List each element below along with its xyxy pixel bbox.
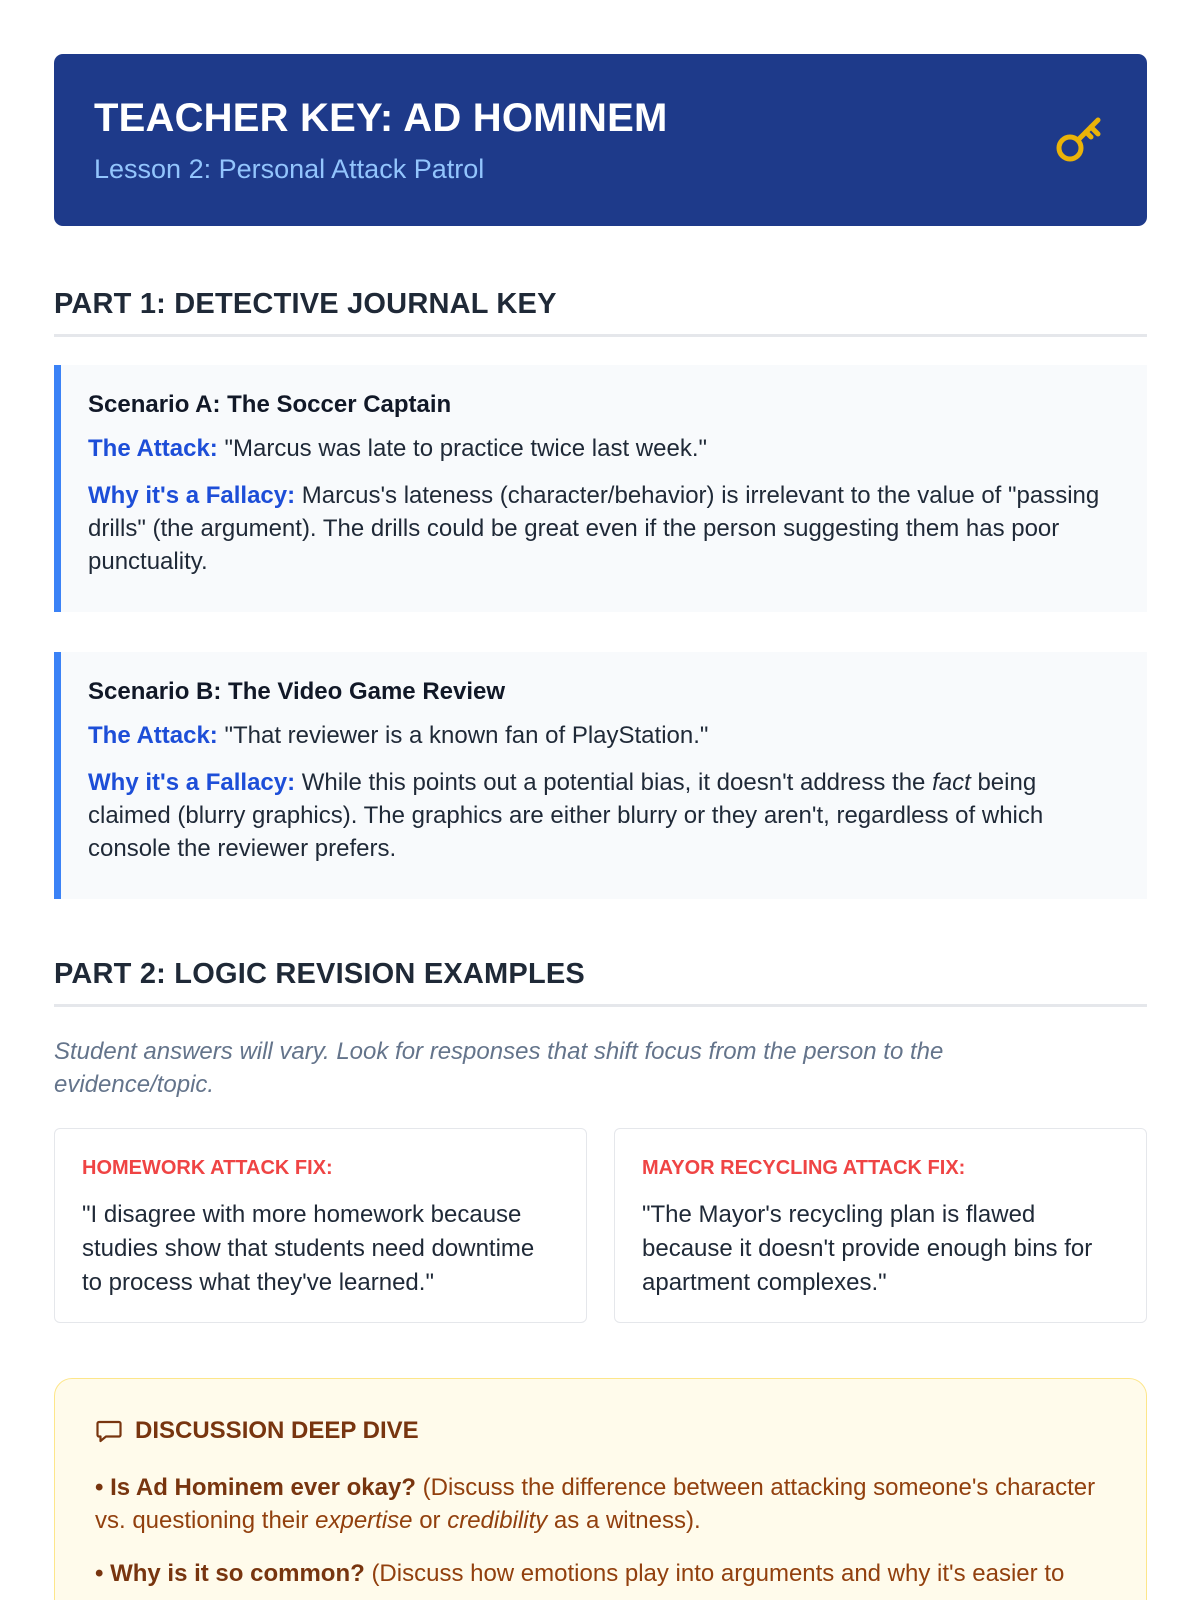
fix-text: "The Mayor's recycling plan is flawed because it doesn't provide enough bins for apartment complexes." bbox=[642, 1201, 1093, 1296]
discussion-header bbox=[95, 1417, 1106, 1445]
attack-line bbox=[88, 432, 1107, 465]
bullet: • bbox=[95, 1560, 104, 1587]
attack-line bbox=[88, 719, 1107, 752]
why-label: Why it's a Fallacy: bbox=[88, 482, 296, 509]
attack-text: "That reviewer is a known fan of PlayStation." bbox=[224, 722, 709, 749]
discussion-text-before: (Discuss the difference between attacking someone's character vs. questioning their bbox=[95, 1474, 1096, 1534]
attack-label: The Attack: bbox=[88, 435, 218, 462]
bullet: • bbox=[95, 1474, 104, 1501]
discussion-title: DISCUSSION DEEP DIVE bbox=[135, 1417, 419, 1444]
why-line bbox=[88, 766, 1107, 865]
part1-divider bbox=[54, 334, 1147, 337]
key-icon bbox=[1053, 112, 1107, 166]
why-label: Why it's a Fallacy: bbox=[88, 769, 296, 796]
discussion-box bbox=[54, 1378, 1147, 1600]
discussion-question: Is Ad Hominem ever okay? bbox=[110, 1474, 416, 1501]
discussion-text-after: as a witness). bbox=[553, 1507, 701, 1534]
why-text: Marcus's lateness (character/behavior) is irrelevant to the value of "passing drills" (the argument). The drills could be great even if the person suggesting them has poor punctuality. bbox=[88, 482, 1100, 575]
scenario-title: Scenario B: The Video Game Review bbox=[88, 678, 506, 705]
discussion-item bbox=[95, 1557, 1106, 1590]
part2-title: PART 2: LOGIC REVISION EXAMPLES bbox=[54, 958, 585, 990]
part2-divider bbox=[54, 1004, 1147, 1007]
page-title: TEACHER KEY: AD HOMINEM bbox=[94, 96, 668, 140]
why-text-emphasis: fact bbox=[932, 769, 971, 796]
page-subtitle: Lesson 2: Personal Attack Patrol bbox=[94, 154, 485, 184]
scenario-card-a bbox=[54, 365, 1147, 612]
scenario-title: Scenario A: The Soccer Captain bbox=[88, 391, 452, 418]
discussion-question: Why is it so common? bbox=[110, 1560, 365, 1587]
fix-title: MAYOR RECYCLING ATTACK FIX: bbox=[642, 1157, 966, 1179]
why-text-before: While this points out a potential bias, it doesn't address the bbox=[301, 769, 926, 796]
discussion-text-mid: or bbox=[419, 1507, 441, 1534]
fix-title: HOMEWORK ATTACK FIX: bbox=[82, 1157, 333, 1179]
part2-note: Student answers will vary. Look for responses that shift focus from the person to the evidence/topic. bbox=[54, 1038, 944, 1098]
attack-text: "Marcus was late to practice twice last week." bbox=[224, 435, 708, 462]
page-header bbox=[54, 54, 1147, 226]
discussion-emphasis-credibility: credibility bbox=[447, 1507, 548, 1534]
part1-title: PART 1: DETECTIVE JOURNAL KEY bbox=[54, 288, 557, 320]
chat-bubble-icon bbox=[95, 1417, 123, 1445]
why-text-after: being claimed (blurry graphics). The graphics are either blurry or they aren't, regardless of which console the reviewer prefers. bbox=[88, 769, 1044, 862]
scenario-card-b bbox=[54, 652, 1147, 899]
discussion-item bbox=[95, 1471, 1106, 1537]
why-line bbox=[88, 479, 1107, 578]
discussion-text: (Discuss how emotions play into arguments and why it's easier to bbox=[371, 1560, 1065, 1587]
fix-text: "I disagree with more homework because studies show that students need downtime to process what they've learned." bbox=[82, 1201, 535, 1296]
attack-label: The Attack: bbox=[88, 722, 218, 749]
homework-fix-card bbox=[54, 1128, 587, 1323]
discussion-emphasis-expertise: expertise bbox=[315, 1507, 413, 1534]
mayor-fix-card bbox=[614, 1128, 1147, 1323]
